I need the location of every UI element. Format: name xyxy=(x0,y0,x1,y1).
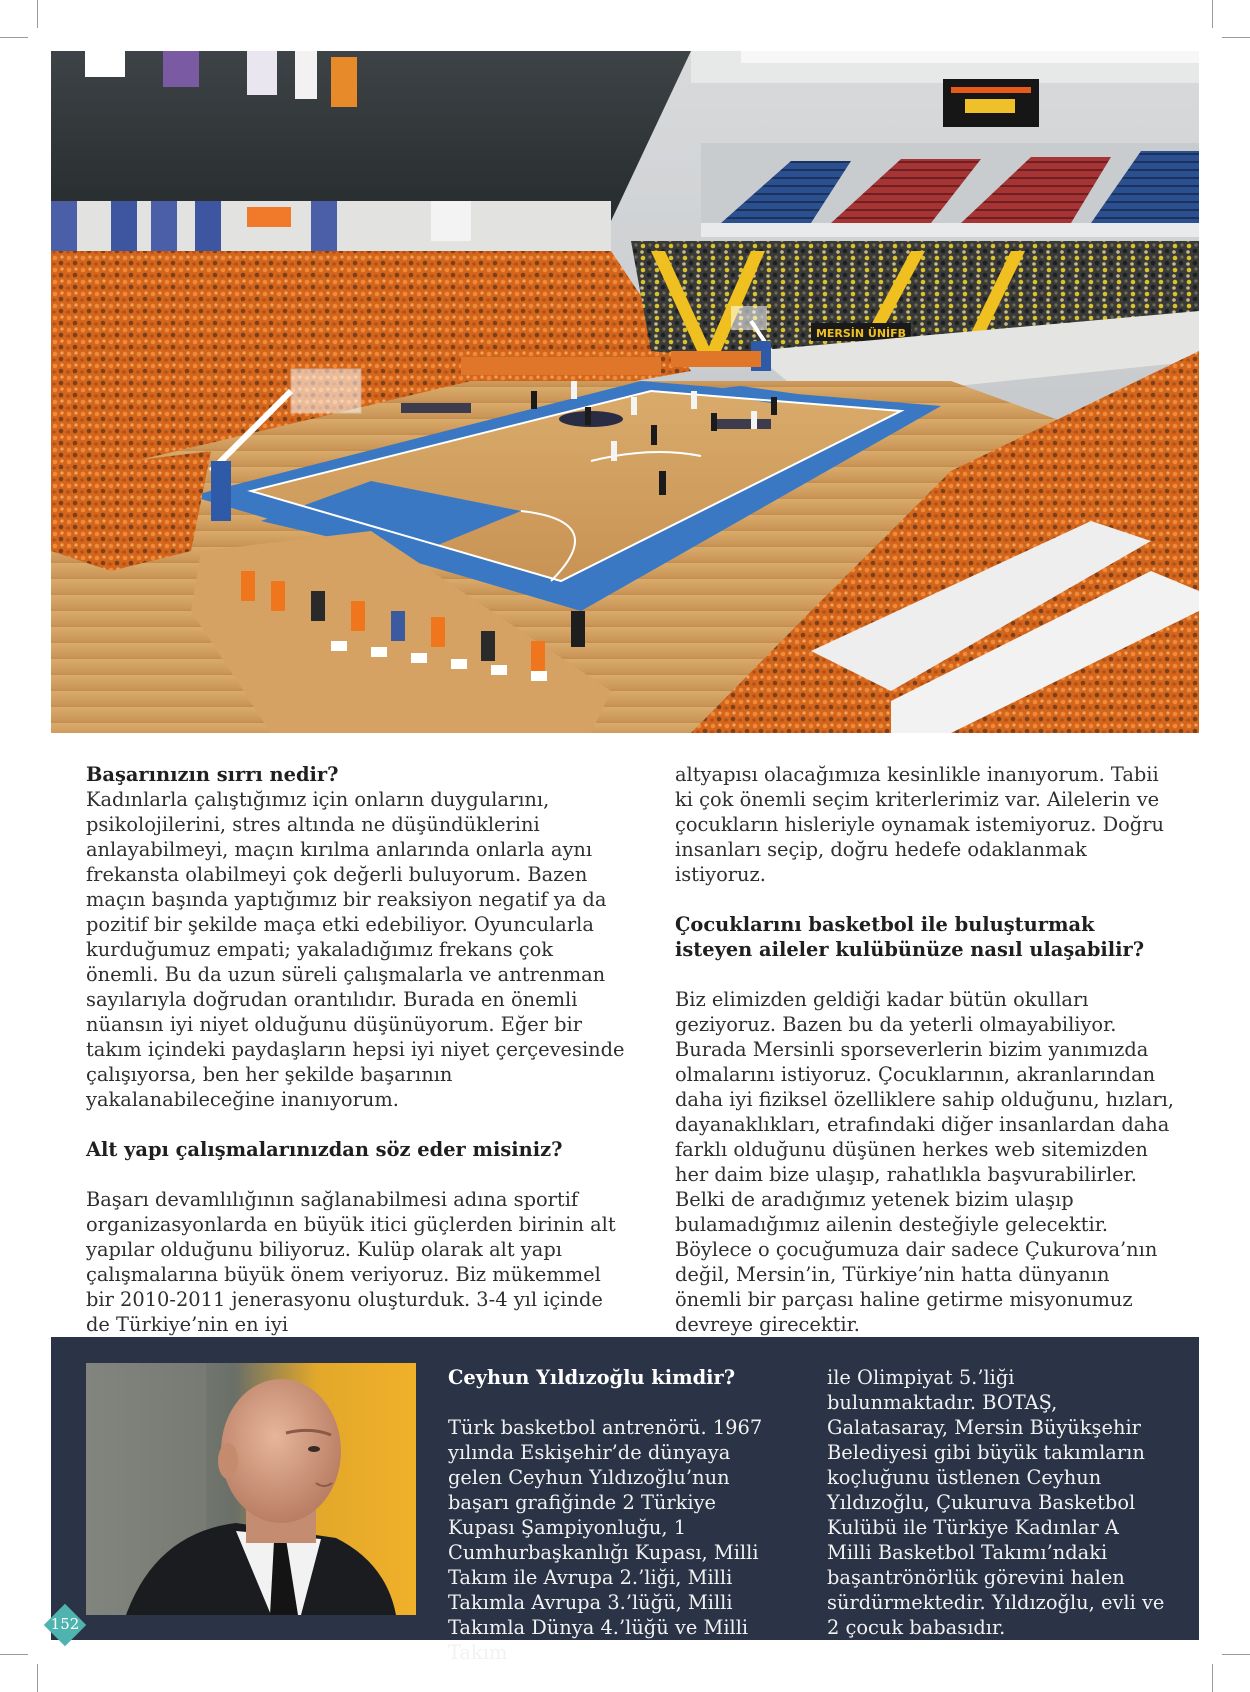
arena-illustration xyxy=(51,51,1199,733)
crop-mark xyxy=(1212,1664,1213,1692)
answer-paragraph: altyapısı olacağımıza kesinlikle inanıyorum. Tabii ki çok önemli seçim kriterlerimiz var. Ailelerin ve çocukların hisleriyle oynamak istemiyoruz. Doğru insanları seçip, doğru hedefe odaklanmak istiyoruz. xyxy=(675,763,1164,886)
bio-column-left xyxy=(448,1365,778,1665)
article-column-right xyxy=(675,762,1175,1362)
question-heading: Başarınızın sırrı nedir? xyxy=(86,763,339,786)
crop-mark xyxy=(1212,0,1213,28)
bio-title: Ceyhun Yıldızoğlu kimdir? xyxy=(448,1366,736,1389)
bio-box xyxy=(51,1337,1199,1664)
portrait-illustration xyxy=(86,1363,416,1615)
page-number: 152 xyxy=(50,1615,80,1633)
crop-mark xyxy=(0,1654,28,1655)
crop-mark xyxy=(37,1664,38,1692)
question-heading: Çocuklarını basketbol ile buluşturmak isteyen aileler kulübünüze nasıl ulaşabilir? xyxy=(675,913,1145,961)
arena-banner-text: MERSİN ÜNİFB xyxy=(815,327,907,340)
arena-photo xyxy=(51,51,1199,733)
answer-paragraph: Başarı devamlılığının sağlanabilmesi adına sportif organizasyonlarda en büyük itici güçlerden birinin alt yapılar olduğunu biliyoruz. Kulüp olarak alt yapı çalışmalarına büyük önem veriyoruz. Biz mükemmel bir 2010-2011 jenerasyonu oluşturduk. 3-4 yıl içinde de Türkiye’nin en iyi xyxy=(86,1188,616,1336)
question-heading: Alt yapı çalışmalarınızdan söz eder misiniz? xyxy=(86,1138,563,1161)
article-column-left xyxy=(86,762,626,1362)
coach-portrait xyxy=(86,1363,416,1615)
crop-mark xyxy=(37,0,38,28)
page-number-badge xyxy=(44,1604,86,1646)
bio-text: Türk basketbol antrenörü. 1967 yılında Eskişehir’de dünyaya gelen Ceyhun Yıldızoğlu’nun başarı grafiğinde 2 Türkiye Kupası Şampiyonluğu, 1 Cumhurbaşkanlığı Kupası, Milli Takım ile Avrupa 2.’liği, Milli Takımla Avrupa 3.’lüğü, Milli Takımla Dünya 4.’lüğü ve Milli Takım xyxy=(448,1416,763,1664)
crop-mark xyxy=(1222,1654,1250,1655)
bio-column-right xyxy=(827,1365,1167,1640)
crop-mark xyxy=(1222,37,1250,38)
answer-paragraph: Biz elimizden geldiği kadar bütün okulları geziyoruz. Bazen bu da yeterli olmayabiliyor. Burada Mersinli sporseverlerin bizim yanımızda olmalarını istiyoruz. Çocuklarının, akranlarından daha iyi fiziksel özelliklere sahip olduğunu, hızları, dayanaklıkları, etrafındaki diğer insanlardan daha farklı olduğunu düşünen herkes web sitemizden her daim bize ulaşıp, rahatlıkla başvurabilirler. Belki de aradığımız yetenek bizim ulaşıp bulamadığımız ailenin desteğiyle gelecektir. Böylece o çocuğumuza dair sadece Çukurova’nın değil, Mersin’in, Türkiye’nin hatta dünyanın önemli bir parçası haline getirme misyonumuz devreye girecektir. xyxy=(675,988,1174,1336)
crop-mark xyxy=(0,37,28,38)
bio-text: ile Olimpiyat 5.’liği bulunmaktadır. BOTAŞ, Galatasaray, Mersin Büyükşehir Belediyesi gibi büyük takımların koçluğunu üstlenen Ceyhun Yıldızoğlu, Çukuruva Basketbol Kulübü ile Türkiye Kadınlar A Milli Basketbol Takımı’ndaki başantrönörlük görevini halen sürdürmektedir. Yıldızoğlu, evli ve 2 çocuk babasıdır. xyxy=(827,1366,1165,1639)
answer-paragraph: Kadınlarla çalıştığımız için onların duygularını, psikolojilerini, stres altında ne düşündüklerini anlayabilmeyi, maçın kırılma anlarında onlarla aynı frekansta olabilmeyi çok değerli buluyorum. Bazen maçın başında yaptığımız bir reaksiyon negatif ya da pozitif bir şekilde maça etki edebiliyor. Oyuncularla kurduğumuz empati; yakaladığımız frekans çok önemli. Bu da uzun süreli çalışmalarla ve antrenman sayılarıyla doğrudan orantılıdır. Burada en önemli nüansın iyi niyet olduğunu düşünüyorum. Eğer bir takım içindeki paydaşların hepsi iyi niyet çerçevesinde çalışıyorsa, ben her şekilde başarının yakalanabileceğine inanıyorum. xyxy=(86,788,625,1111)
